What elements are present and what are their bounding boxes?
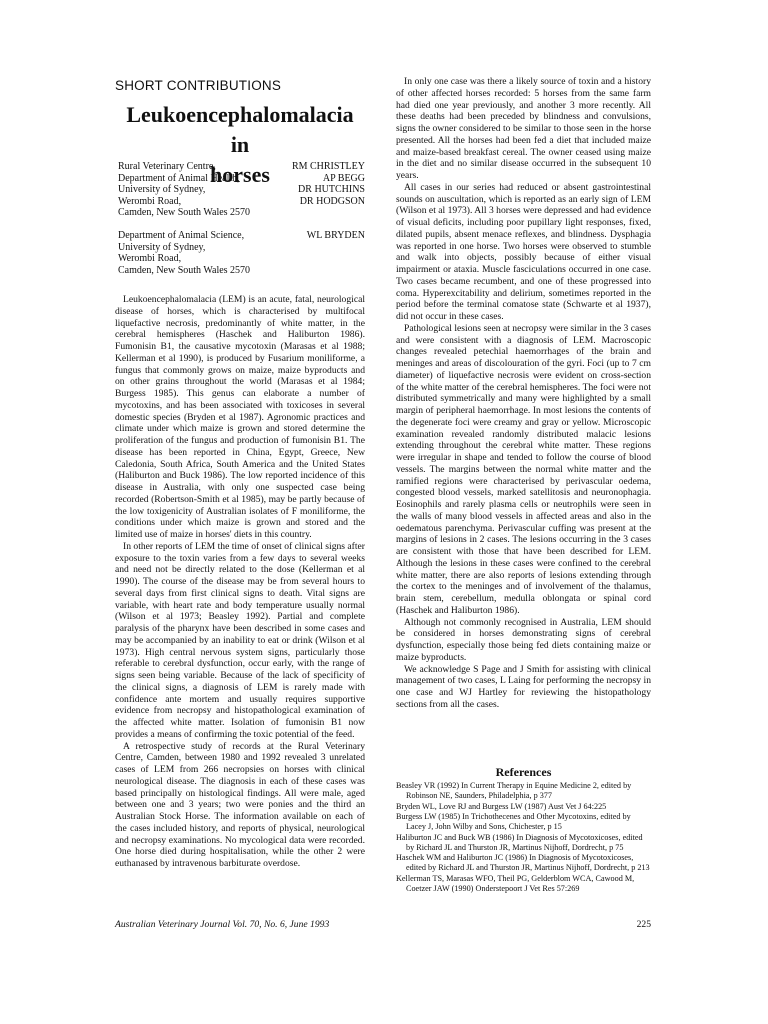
body-paragraph: Leukoencephalomalacia (LEM) is an acute, fatal, neurological disease of horses, which is characterised by multifocal liquefactive necrosis, predominantly of white matter, in the cerebral hemispheres (Haschek and Haliburton 1986). Fumonisin B1, the causative mycotoxin (Marasas et al 1988; Kellerman et al 1990), is produced by Fusarium moniliforme, a fungus that commonly grows on maize, maize byproducts and on other grains throughout the world (Marasas et al 1984; Burgess 1985). This genus can elaborate a number of mycotoxins, and has been associated with toxicoses in several domestic species (Bryden et al 1987). Agronomic practices and climate under which maize is grown and stored determine the proliferation of the fungus and production of fumonisin B1. The disease has been reported in China, Egypt, Greece, New Caledonia, South Africa, South America and the United States (Haliburton and Buck 1986). The low reported incidence of this disease in Australia, with only one suspected case being recorded (Robertson-Smith et al 1985), may be partly because of the low toxigenicity of Australian isolates of F moniliforme, the conditions under which maize is grown and stored and the limited use of maize in horses' diets in this country. — [115, 294, 365, 540]
author-list-1 — [275, 161, 365, 207]
address-line: Camden, New South Wales 2570 — [118, 207, 251, 219]
references-heading: References — [495, 765, 552, 779]
body-paragraph: A retrospective study of records at the Rural Veterinary Centre, Camden, between 1980 and 1992 revealed 3 unrelated cases of LEM from 266 necropsies on horses with clinical neurological disease. The diagnosis in each of these cases was based principally on histological findings. All were male, aged between one and 3 years; two were ponies and the third an Australian Stock Horse. The information available on each of the cases included history, and reports of physical, neurological and necropsy examinations. No mycological data were recorded. One horse died during hospitalisation, while the other 2 were euthanased by intravenous barbiturate overdose. — [115, 740, 365, 869]
author-list-2 — [275, 230, 365, 242]
address-line: Rural Veterinary Centre, — [118, 161, 216, 172]
section-label: SHORT CONTRIBUTIONS — [115, 78, 282, 93]
reference-item: Haschek WM and Haliburton JC (1986) In Diagnosis of Mycotoxicoses, edited by Richard JL and Thurston JR, Martinus Nijhoff, Dordrecht, p 213 — [396, 853, 650, 872]
address-line: University of Sydney, — [118, 184, 206, 196]
title-line-1: Leukoencephalomalacia in — [126, 102, 354, 157]
address-line: Werombi Road, — [118, 253, 182, 265]
author-name: DR HUTCHINS — [298, 184, 365, 196]
journal-footer: Australian Veterinary Journal Vol. 70, No. 6, June 1993 — [115, 919, 330, 930]
reference-item: Kellerman TS, Marasas WFO, Theil PG, Gelderblom WCA, Cawood M, Coetzer JAW (1990) Onderstepoort J Vet Res 57:269 — [396, 873, 635, 893]
address-line: University of Sydney, — [118, 241, 206, 253]
affiliation-address-1 — [118, 161, 288, 219]
reference-item: Burgess LW (1985) In Trichothecenes and Other Mycotoxins, edited by Lacey J, John Wilby and Sons, Chichester, p 15 — [396, 812, 631, 831]
address-line: Department of Animal Health, — [118, 172, 240, 184]
reference-item: Haliburton JC and Buck WB (1986) In Diagnosis of Mycotoxicoses, edited by Richard JL and Thurston JR, Martinus Nijhoff, Dordrecht, p 75 — [396, 832, 643, 852]
page-number: 225 — [636, 919, 651, 930]
body-paragraph: Although not commonly recognised in Australia, LEM should be considered in horses demonstrating signs of cerebral dysfunction, especially those being fed diets containing maize or maize byproducts. — [396, 616, 651, 663]
address-line: Werombi Road, — [118, 195, 182, 207]
body-paragraph: All cases in our series had reduced or absent gastrointestinal sounds on auscultation, which is reported as an early sign of LEM (Wilson et al 1973). All 3 horses were depressed and had evidence of visual deficits, including poor pupillary light responses, fixed, dilated pupils, absent menace reflexes, and blindness. Dysphagia was reported in one horse. Two horses were observed to stumble and walk into objects, possibly because of either visual impairment or ataxia. Muscle fasciculations occurred in one case. Two cases became recumbent, and one of these progressed into coma. Hyperexcitability and delirium, sometimes reported in the period before the terminal comatose state (Schwarte et al 1937), did not occur in these cases. — [396, 181, 651, 322]
affiliation-block-1 — [115, 161, 365, 221]
body-paragraph: Pathological lesions seen at necropsy were similar in the 3 cases and were consistent with a diagnosis of LEM. Macroscopic changes revealed petechial haemorrhages of the brain and meninges and areas of discolouration of the gyri. Foci (up to 7 cm diameter) of liquefactive necrosis were evident on cross-section of the white matter of the cerebral hemispheres. The foci were not distributed symmetrically and many were highlighted by a small margin of peripheral haemorrhage. In most lesions the contents of the degenerate foci were creamy and gray or yellow. Microscopic examination revealed randomly distributed malacic lesions extending throughout the cerebral white matter. These regions were irregular in shape and tended to follow the course of blood vessels. The margins between the normal white matter and the ramified regions were characterised by perivascular oedema, congested blood vessels, marked satellitosis and neuronophagia. Eosinophils and rarely plasma cells or neutrophils were seen in the walls of many blood vessels in affected areas and also in the oedematous parenchyma. Perivascular cuffing was present at the margins of lesions in 2 cases. The lesions occurring in the 3 cases are consistent with those that have been described for LEM. Although the lesions in these cases were confined to the cerebral white matter, there are also reports of lesions extending through the cortex to the meninges and of involvement of the thalamus, brain stem, cerebellum, medulla oblongata or spinal cord (Haschek and Haliburton 1986). — [396, 322, 651, 616]
affiliation-block-2 — [115, 230, 365, 278]
address-line: Camden, New South Wales 2570 — [118, 264, 251, 276]
author-name: RM CHRISTLEY — [291, 161, 365, 172]
body-paragraph: In other reports of LEM the time of onset of clinical signs after exposure to the toxin varies from a few days to several weeks and need not be directly related to the dose (Kellerman et al 1990). The course of the disease may be from several hours to several days from first clinical signs to death. Vital signs are variable, with heart rate and body temperature usually normal (Wilson et al 1973; Beasley 1992). Partial and complete paralysis of the pharynx have been described in some cases and may be accompanied by an inability to eat or drink (Wilson et al 1973). High central nervous system signs, particularly those referable to cerebral dysfunction, occur early, with the range of signs seen being variable. Because of the lack of specificity of the clinical signs, a diagnosis of LEM is rarely made with confidence ante mortem and usually requires supportive evidence from necropsy and histopathological examination of the affected white matter. Isolation of fumonisin B1 now provides a means of confirming the toxic potential of the feed. — [115, 540, 365, 740]
author-name: DR HODGSON — [299, 195, 365, 207]
body-paragraph: In only one case was there a likely source of toxin and a history of other affected horses recorded: 5 horses from the same farm had died one year previously, and another 3 more recently. All these deaths had been preceded by blindness and convulsions, signs the owner considered to be similar to those seen in the horse presented. All the horses had been fed a diet that included maize and maize-based breakfast cereal. The owner ceased using maize in the diet and no similar disease occurred in the subsequent 10 years. — [396, 76, 651, 181]
right-column-body — [396, 76, 651, 756]
address-line: Department of Animal Science, — [118, 230, 245, 241]
reference-item: Beasley VR (1992) In Current Therapy in Equine Medicine 2, edited by Robinson NE, Saunders, Philadelphia, p 377 — [396, 781, 632, 800]
title-line-2: horses — [210, 162, 270, 187]
reference-list — [396, 781, 651, 894]
body-paragraph: We acknowledge S Page and J Smith for assisting with clinical management of two cases, L Laing for performing the necropsy in one case and WJ Hartley for reviewing the histopathology sections from all the cases. — [396, 663, 651, 710]
author-name: WL BRYDEN — [306, 230, 365, 241]
author-name: AP BEGG — [322, 172, 365, 184]
reference-item: Bryden WL, Love RJ and Burgess LW (1987) Aust Vet J 64:225 — [396, 801, 607, 811]
affiliation-address-2 — [118, 230, 288, 276]
left-column-body — [115, 294, 365, 902]
